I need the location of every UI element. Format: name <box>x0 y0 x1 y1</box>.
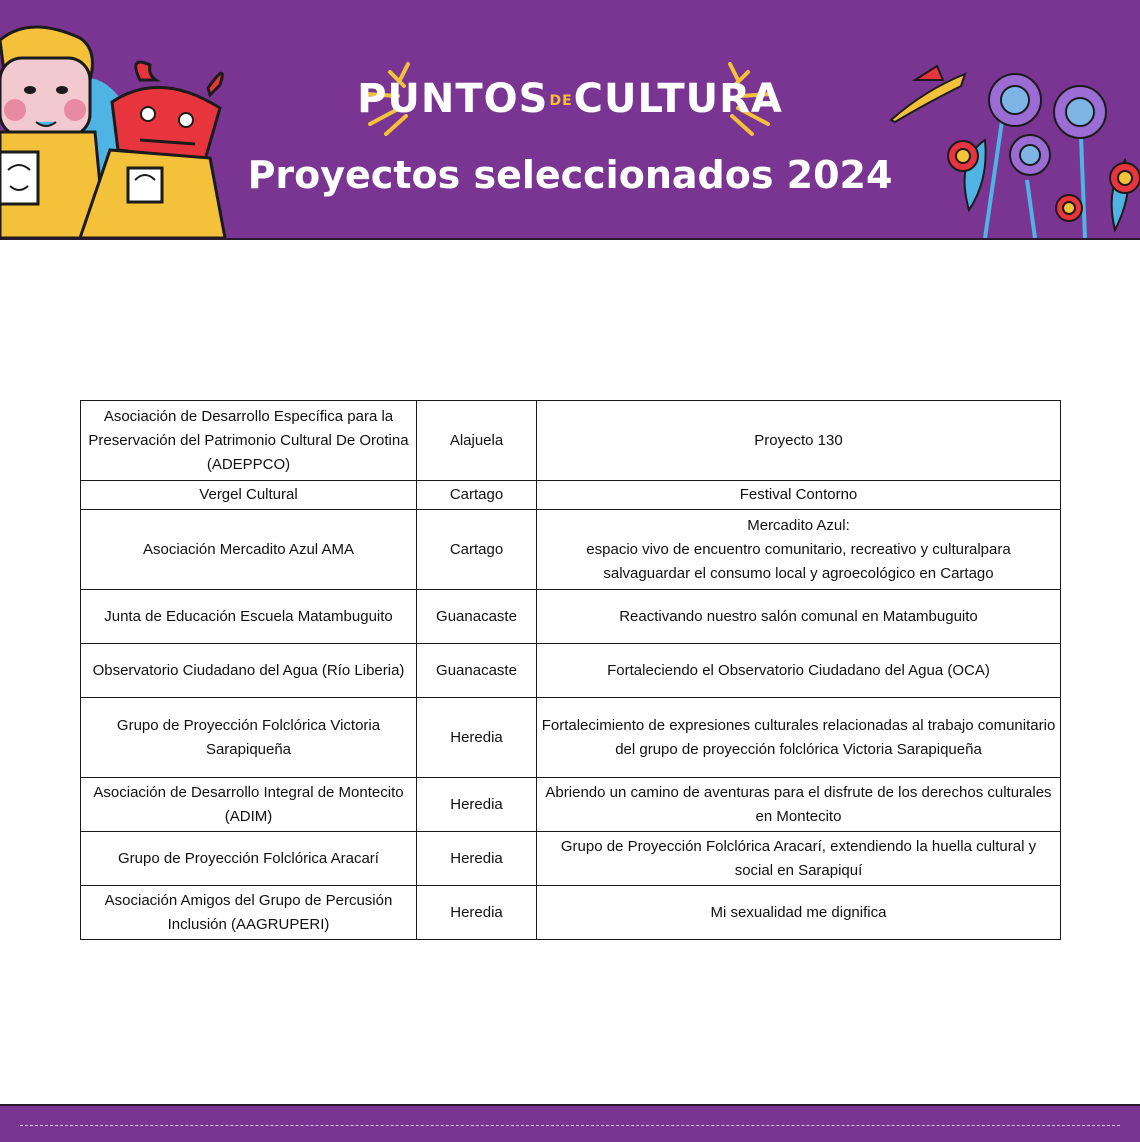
organization-cell: Grupo de Proyección Folclórica Aracarí <box>81 832 417 886</box>
project-cell <box>537 698 1061 778</box>
project-cell <box>537 644 1061 698</box>
project-cell <box>537 778 1061 832</box>
table-row <box>81 832 1061 886</box>
footer-bar <box>0 1104 1140 1142</box>
project-cell <box>537 832 1061 886</box>
organization-cell: Asociación de Desarrollo Específica para la Preservación del Patrimonio Cultural De Orotina (ADEPPCO) <box>81 401 417 481</box>
logo-text-puntos: PUNTOS <box>357 76 549 122</box>
folk-characters-illustration <box>0 20 235 238</box>
header-banner <box>0 0 1140 240</box>
project-cell <box>537 590 1061 644</box>
province-cell: Alajuela <box>417 401 537 481</box>
project-line: Mercadito Azul: <box>747 516 850 534</box>
table-row <box>81 401 1061 481</box>
project-line: Fortalecimiento de expresiones culturales relacionadas al trabajo comunitario del grupo de proyección folclórica Victoria Sarapiqueña <box>541 716 1056 758</box>
table-row <box>81 698 1061 778</box>
projects-table <box>80 400 1061 940</box>
province-cell: Heredia <box>417 832 537 886</box>
table-row <box>81 590 1061 644</box>
table-row <box>81 481 1061 510</box>
province-cell: Heredia <box>417 886 537 940</box>
organization-cell: Observatorio Ciudadano del Agua (Río Liberia) <box>81 644 417 698</box>
project-line: Abriendo un camino de aventuras para el disfrute de los derechos culturales en Montecito <box>545 783 1052 825</box>
organization-cell: Asociación Mercadito Azul AMA <box>81 510 417 590</box>
province-cell: Heredia <box>417 778 537 832</box>
table-row <box>81 510 1061 590</box>
logo-text-de: DE <box>549 93 573 109</box>
province-cell: Cartago <box>417 510 537 590</box>
project-line: Mi sexualidad me dignifica <box>710 903 887 921</box>
project-line: Fortaleciendo el Observatorio Ciudadano del Agua (OCA) <box>607 661 990 679</box>
flowers-illustration <box>885 60 1140 238</box>
project-line: Proyecto 130 <box>754 431 843 449</box>
project-cell <box>537 510 1061 590</box>
province-cell: Cartago <box>417 481 537 510</box>
table-row <box>81 778 1061 832</box>
project-line: espacio vivo de encuentro comunitario, recreativo y culturalpara <box>586 540 1011 558</box>
project-cell <box>537 481 1061 510</box>
table-row <box>81 886 1061 940</box>
project-cell <box>537 401 1061 481</box>
organization-cell: Vergel Cultural <box>81 481 417 510</box>
table-row <box>81 644 1061 698</box>
organization-cell: Asociación de Desarrollo Integral de Montecito (ADIM) <box>81 778 417 832</box>
province-cell: Guanacaste <box>417 590 537 644</box>
project-line: Festival Contorno <box>739 486 858 503</box>
project-cell <box>537 886 1061 940</box>
organization-cell: Grupo de Proyección Folclórica Victoria Sarapiqueña <box>81 698 417 778</box>
page-title: Proyectos seleccionados 2024 <box>247 153 893 197</box>
province-cell: Guanacaste <box>417 644 537 698</box>
logo-text-cultura: CULTURA <box>573 76 783 122</box>
footer-dashed-line <box>20 1125 1120 1126</box>
organization-cell: Junta de Educación Escuela Matambuguito <box>81 590 417 644</box>
organization-cell: Asociación Amigos del Grupo de Percusión Inclusión (AAGRUPERI) <box>81 886 417 940</box>
project-line: Reactivando nuestro salón comunal en Matambuguito <box>619 607 978 625</box>
project-line: salvaguardar el consumo local y agroecológico en Cartago <box>603 564 994 582</box>
province-cell: Heredia <box>417 698 537 778</box>
project-line: Grupo de Proyección Folclórica Aracarí, extendiendo la huella cultural y social en Sarapiquí <box>560 837 1037 879</box>
